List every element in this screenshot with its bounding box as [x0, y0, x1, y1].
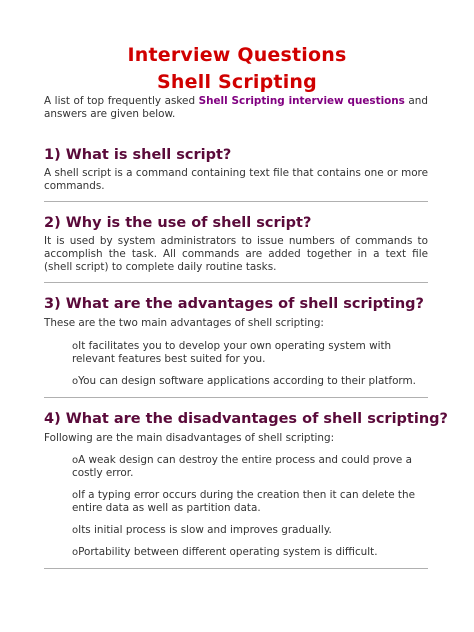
section-divider — [44, 568, 428, 569]
question-2-heading: 2) Why is the use of shell script? — [44, 215, 312, 231]
list-item-text: A weak design can destroy the entire process and could prove a costly error. — [72, 454, 412, 479]
intro-highlight: Shell Scripting interview questions — [198, 95, 405, 107]
list-item — [72, 524, 428, 537]
section-divider — [44, 201, 428, 202]
bullet-marker: o — [72, 376, 79, 387]
question-3-heading: 3) What are the advantages of shell scripting? — [44, 296, 424, 312]
list-item-text: It facilitates you to develop your own operating system with relevant features best suited for you. — [72, 340, 392, 365]
intro-text-after: and answers are given below. — [44, 95, 428, 120]
list-item-text: You can design software applications according to their platform. — [78, 375, 416, 387]
answer-2-text: It is used by system administrators to issue numbers of commands to accomplish the task. All commands are added together in a text file (shell script) to complete daily routine tasks. — [44, 235, 428, 273]
document-title: Interview Questions — [127, 44, 347, 66]
intro-paragraph — [44, 95, 428, 121]
list-item — [72, 546, 428, 559]
list-item-text: Its initial process is slow and improves gradually. — [78, 524, 332, 536]
intro-text-before: A list of top frequently asked — [44, 95, 199, 107]
list-item-text: Portability between different operating system is difficult. — [78, 546, 378, 558]
bullet-marker: o — [72, 490, 79, 501]
list-item — [72, 375, 428, 388]
bullet-marker: o — [72, 525, 79, 536]
answer-4-intro: Following are the main disadvantages of shell scripting: — [44, 432, 335, 444]
section-divider — [44, 282, 428, 283]
list-item-text: If a typing error occurs during the creation then it can delete the entire data as well as partition data. — [72, 489, 415, 514]
list-item — [72, 340, 428, 366]
list-item — [72, 489, 428, 515]
section-divider — [44, 397, 428, 398]
list-item — [72, 454, 428, 480]
question-1-heading: 1) What is shell script? — [44, 147, 232, 163]
question-4-heading: 4) What are the disadvantages of shell scripting? — [44, 411, 448, 427]
answer-1-text: A shell script is a command containing text file that contains one or more commands. — [44, 167, 428, 192]
document-subtitle: Shell Scripting — [157, 71, 317, 93]
bullet-marker: o — [72, 547, 79, 558]
bullet-marker: o — [72, 455, 79, 466]
bullet-marker: o — [72, 341, 79, 352]
answer-3-intro: These are the two main advantages of shell scripting: — [44, 317, 324, 329]
